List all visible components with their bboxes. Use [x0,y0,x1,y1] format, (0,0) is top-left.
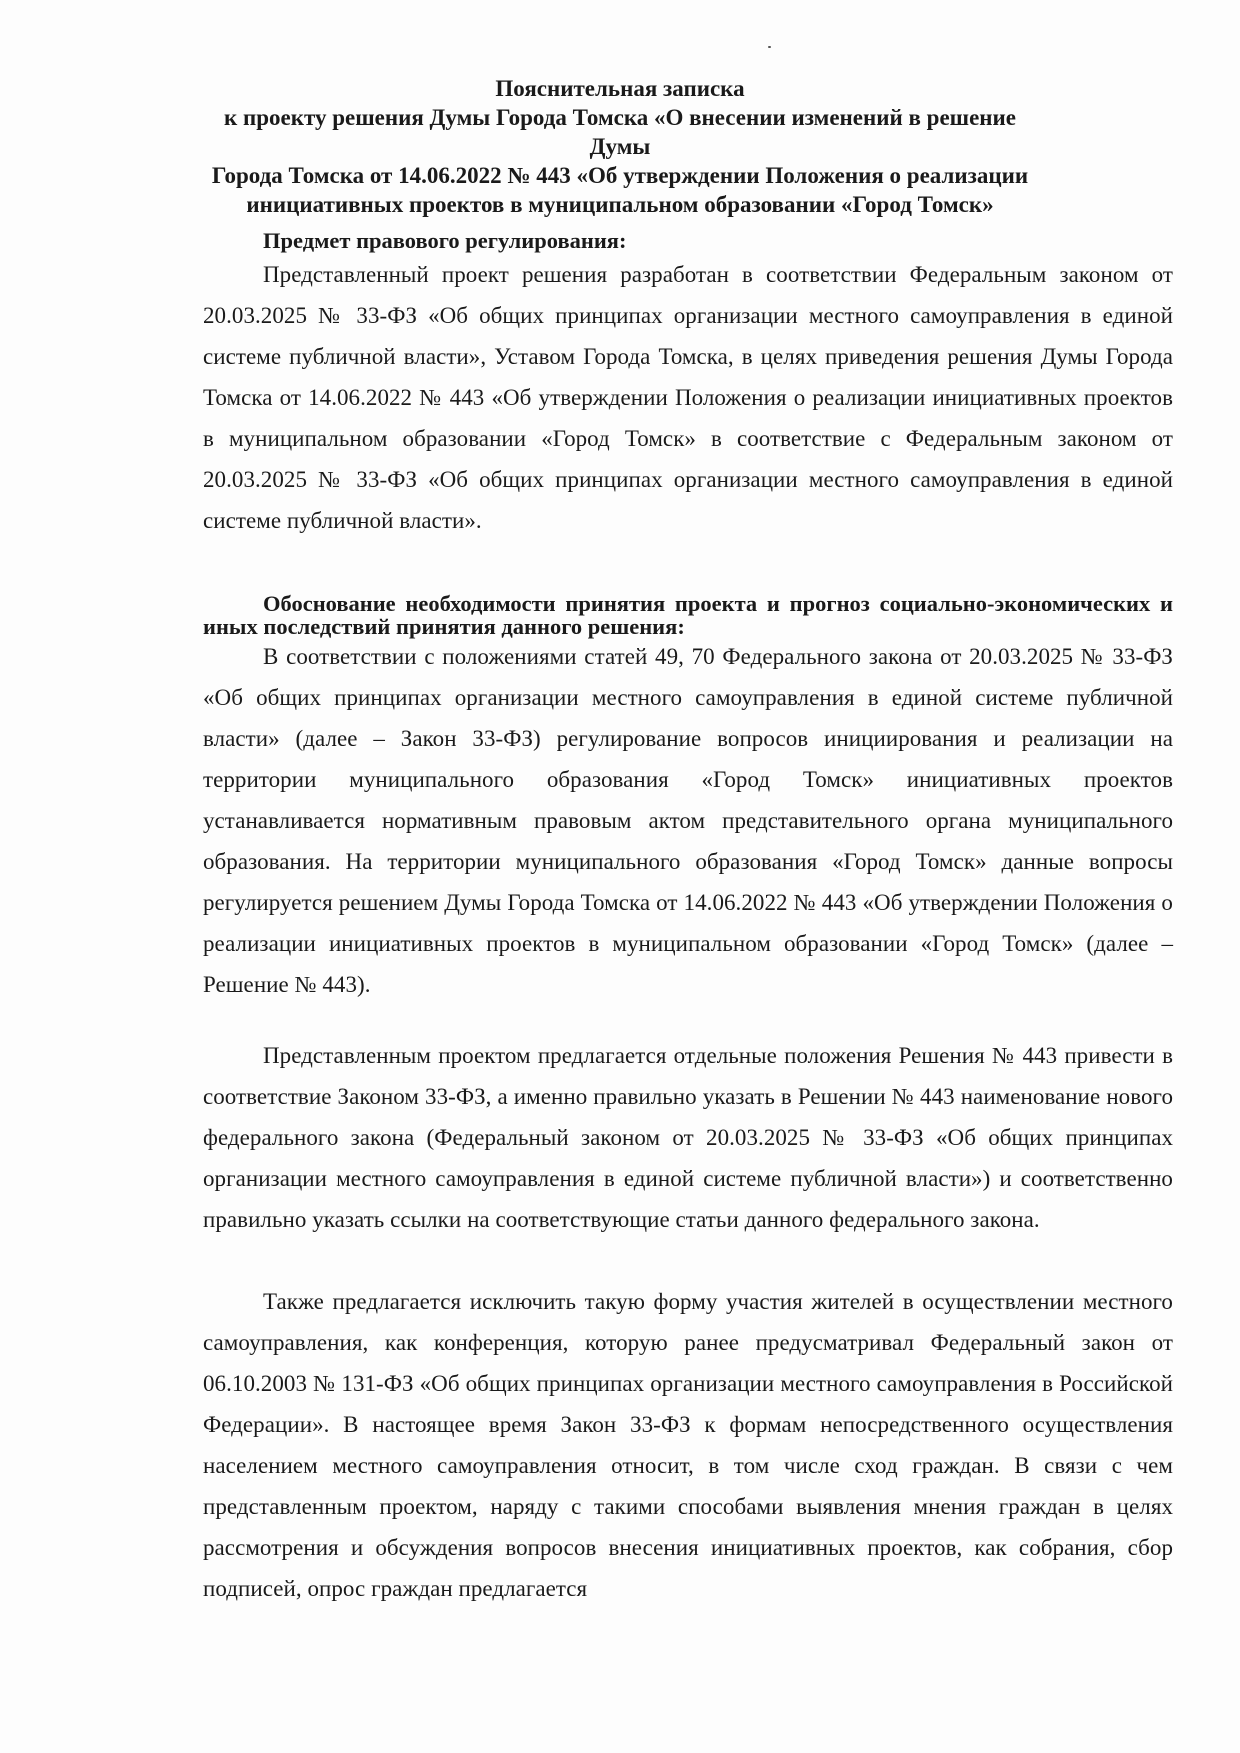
scan-artifact-dot [768,46,771,48]
title-line-3: Города Томска от 14.06.2022 № 443 «Об утверждении Положения о реализации [211,163,1029,188]
section-heading-subject: Предмет правового регулирования: [263,228,627,253]
paragraph-subject: Представленный проект решения разработан в соответствии Федеральным законом от 20.03.2025 № 33-ФЗ «Об общих принципах организации местного самоуправления в единой системе публичной власти», Уставом Города Томска, в целях приведения решения Думы Города Томска от 14.06.2022 № 443 «Об утверждении Положения о реализации инициативных проектов в муниципальном образовании «Город Томск» в соответствие с Федеральным законом от 20.03.2025 № 33-ФЗ «Об общих принципах организации местного самоуправления в единой системе публичной власти». [203,262,1173,533]
title-line-4: инициативных проектов в муниципальном образовании «Город Томск» [246,192,994,217]
paragraph-justification-3: Также предлагается исключить такую форму участия жителей в осуществлении местного самоуправления, как конференция, которую ранее предусматривал Федеральный закон от 06.10.2003 № 131-ФЗ «Об общих принципах организации местного самоуправления в Российской Федерации». В настоящее время Закон 33-ФЗ к формам непосредственного осуществления населением местного самоуправления относит, в том числе сход граждан. В связи с чем представленным проектом, наряду с такими способами выявления мнения граждан в целях рассмотрения и обсуждения вопросов внесения инициативных проектов, как собрания, сбор подписей, опрос граждан предлагается [203,1289,1173,1601]
paragraph-justification-2: Представленным проектом предлагается отдельные положения Решения № 443 привести в соответствие Законом 33-ФЗ, а именно правильно указать в Решении № 443 наименование нового федерального закона (Федеральный законом от 20.03.2025 № 33-ФЗ «Об общих принципах организации местного самоуправления в единой системе публичной власти») и соответственно правильно указать ссылки на соответствующие статьи данного федерального закона. [203,1043,1173,1232]
document-title [200,74,1040,219]
paragraph-justification-1: В соответствии с положениями статей 49, 70 Федерального закона от 20.03.2025 № 33-ФЗ «Об общих принципах организации местного самоуправления в единой системе публичной власти» (далее – Закон 33-ФЗ) регулирование вопросов инициирования и реализации на территории муниципального образования «Город Томск» инициативных проектов устанавливается нормативным правовым актом представительного органа муниципального образования. На территории муниципального образования «Город Томск» данные вопросы регулируется решением Думы Города Томска от 14.06.2022 № 443 «Об утверждении Положения о реализации инициативных проектов в муниципальном образовании «Город Томск» (далее – Решение № 443). [203,644,1173,997]
section-heading-justification: Обоснование необходимости принятия проекта и прогноз социально-экономических и иных последствий принятия данного решения: [203,591,1173,639]
title-line-2: к проекту решения Думы Города Томска «О внесении изменений в решение Думы [223,105,1017,159]
title-line-1: Пояснительная записка [495,76,745,101]
